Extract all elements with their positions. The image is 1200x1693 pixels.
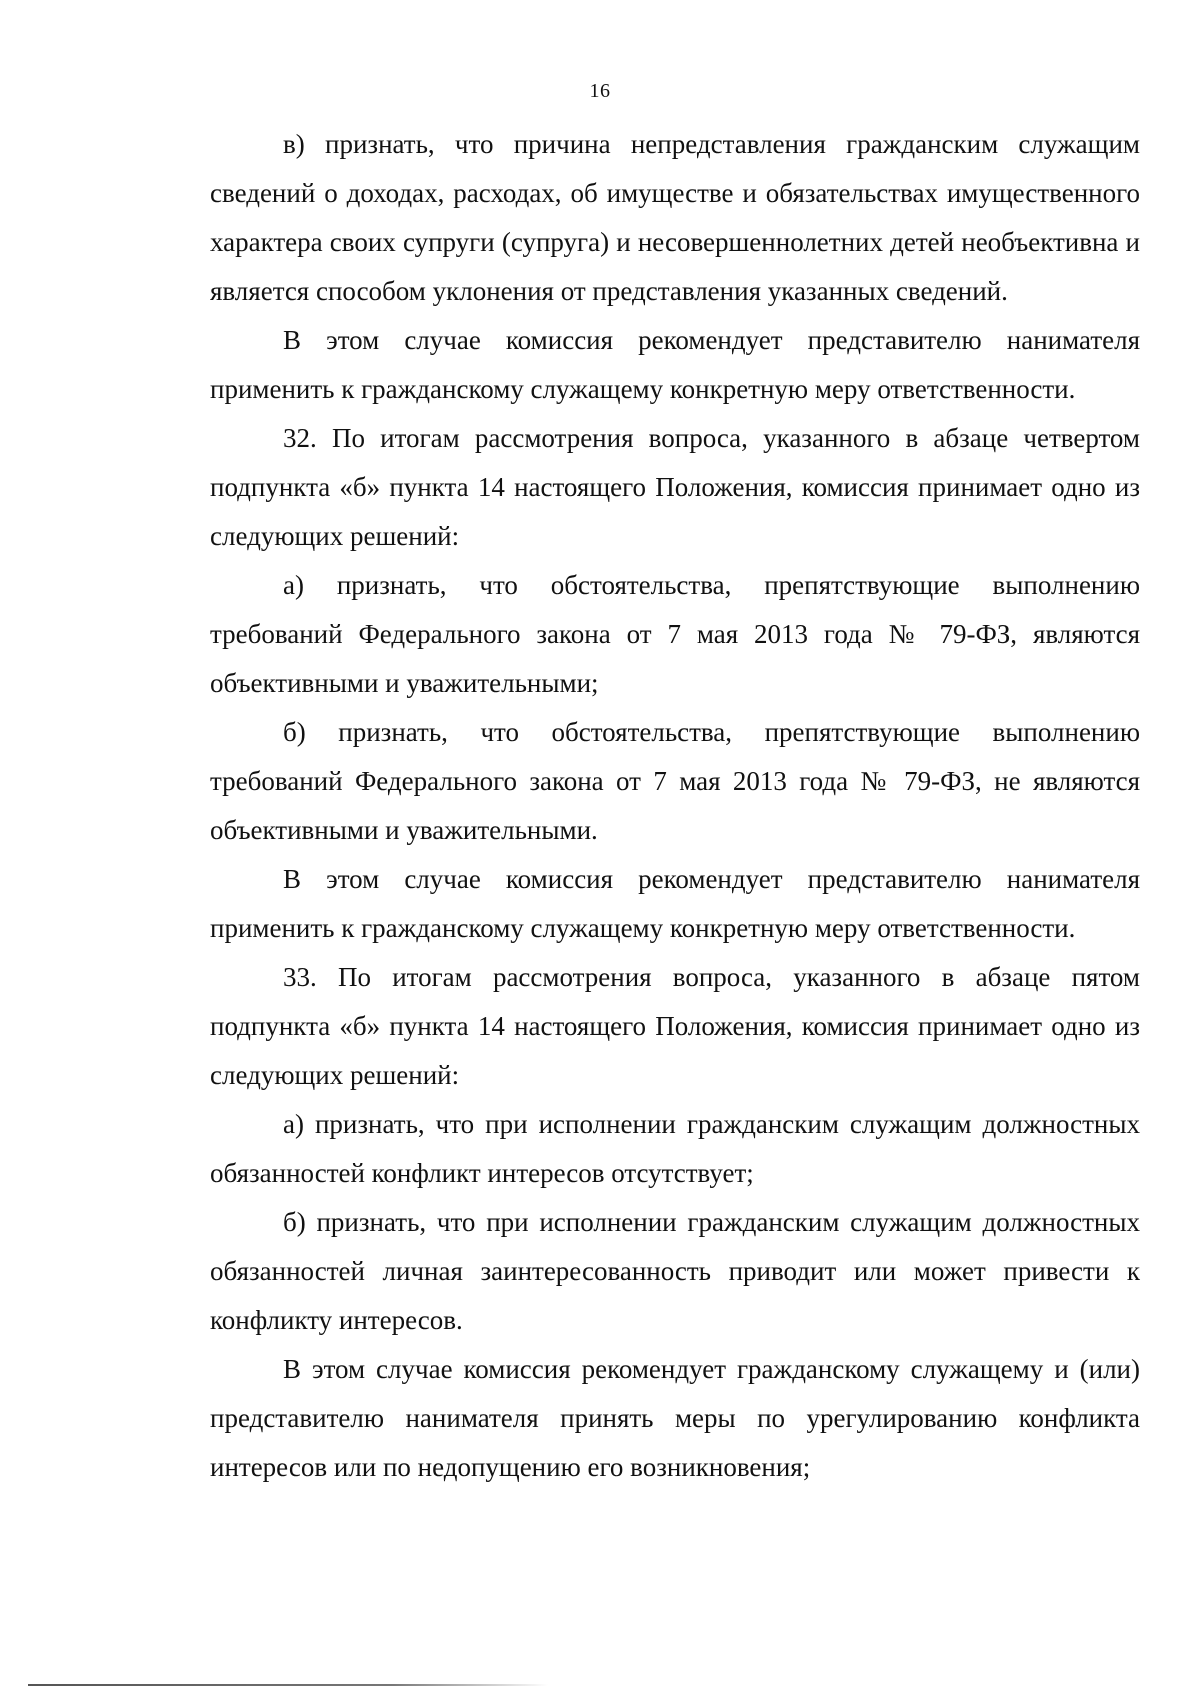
document-body (210, 120, 1140, 1492)
paragraph-32-b: б) признать, что обстоятельства, препятствующие выполнению требований Федерального закона от 7 мая 2013 года № 79-ФЗ, не являются объективными и уважительными. (210, 717, 1140, 845)
paragraph-32-a: а) признать, что обстоятельства, препятствующие выполнению требований Федерального закона от 7 мая 2013 года № 79-ФЗ, являются объективными и уважительными; (210, 570, 1140, 698)
paragraph-v-reason-unfounded: в) признать, что причина непредставления гражданским служащим сведений о доходах, расходах, об имуществе и обязательствах имущественного характера своих супруги (супруга) и несовершеннолетних детей необъективна и является способом уклонения от представления указанных сведений. (210, 129, 1140, 306)
paragraph-33-b: б) признать, что при исполнении гражданским служащим должностных обязанностей личная заинтересованность приводит или может привести к конфликту интересов. (210, 1207, 1140, 1335)
page-number: 16 (589, 80, 611, 102)
paragraph-33-recommendation: В этом случае комиссия рекомендует гражданскому служащему и (или) представителю нанимателя принять меры по урегулированию конфликта интересов или по недопущению его возникновения; (210, 1354, 1140, 1482)
scan-edge-line (28, 1684, 548, 1686)
paragraph-33-intro: 33. По итогам рассмотрения вопроса, указанного в абзаце пятом подпункта «б» пункта 14 настоящего Положения, комиссия принимает одно из следующих решений: (210, 962, 1140, 1090)
paragraph-33-a: а) признать, что при исполнении гражданским служащим должностных обязанностей конфликт интересов отсутствует; (210, 1109, 1140, 1188)
paragraph-commission-recommends-liability-2: В этом случае комиссия рекомендует представителю нанимателя применить к гражданскому служащему конкретную меру ответственности. (210, 864, 1140, 943)
paragraph-32-intro: 32. По итогам рассмотрения вопроса, указанного в абзаце четвертом подпункта «б» пункта 14 настоящего Положения, комиссия принимает одно из следующих решений: (210, 423, 1140, 551)
paragraph-commission-recommends-liability: В этом случае комиссия рекомендует представителю нанимателя применить к гражданскому служащему конкретную меру ответственности. (210, 325, 1140, 404)
